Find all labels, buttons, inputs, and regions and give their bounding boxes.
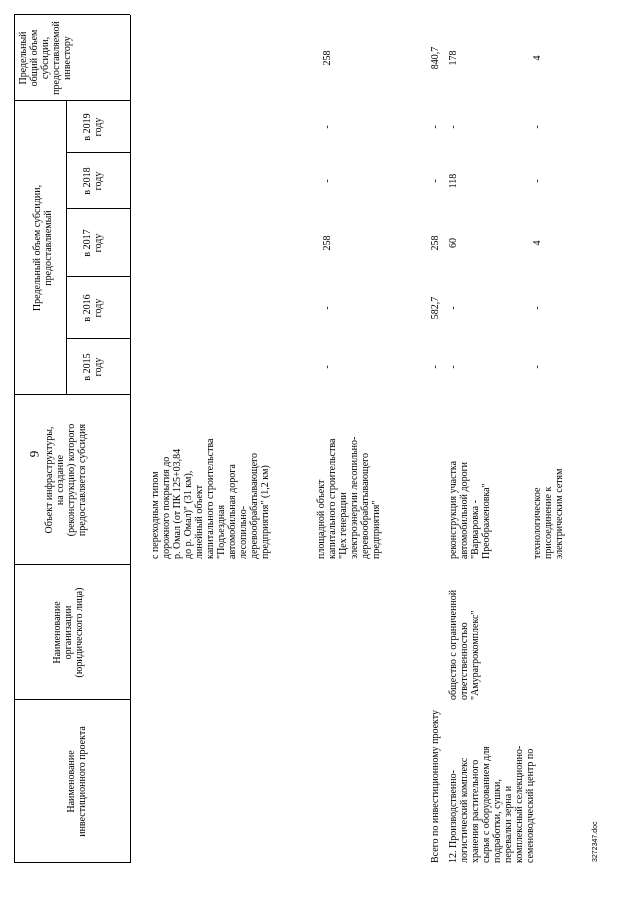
year-2016-header: в 2016 — [82, 294, 93, 322]
infrastructure-object-header: на создание — [55, 454, 66, 506]
subsidy-value-2016: - — [322, 306, 333, 310]
infrastructure-object-text: присоединение к — [543, 486, 554, 559]
subsidy-value-2019: - — [448, 125, 459, 129]
project-name-header: Наименование — [66, 750, 77, 813]
organization-header: Наименование — [52, 601, 63, 664]
organization-name-text: "Амурагрокомплекс" — [470, 610, 481, 700]
annual-subsidy-header: Предельный объем субсидии, — [32, 184, 43, 312]
total-subsidy-header: предоставляемой — [51, 21, 62, 95]
project-name-text: семеноводческий центр по — [525, 748, 536, 863]
subsidy-value-total: 258 — [322, 50, 333, 66]
infrastructure-object-text: предприятия" — [371, 500, 382, 559]
subsidy-value-2015: - — [448, 365, 459, 369]
total-subsidy-header: субсидии, — [40, 36, 51, 80]
infrastructure-object-text: дорожного покрытия до — [161, 456, 172, 559]
infrastructure-object-text: до р. Омал)" (31 км), — [183, 470, 194, 559]
infrastructure-object-text: предприятия" (1,2 км) — [260, 465, 271, 559]
subsidy-value-2016: - — [448, 306, 459, 310]
infrastructure-object-text: капитального строительства — [205, 438, 216, 559]
total-subsidy-header: инвестору — [62, 36, 73, 80]
subsidy-value-2017: 258 — [430, 235, 441, 251]
subsidy-value-2018: - — [430, 179, 441, 183]
infrastructure-object-header: предоставляется субсидия — [77, 423, 88, 537]
infrastructure-object-text: технологическое — [532, 487, 543, 559]
infrastructure-object-text: реконструкция участка — [448, 460, 459, 559]
subsidy-value-total: 840,7 — [430, 46, 441, 70]
year-2018-header: в 2018 — [82, 167, 93, 195]
subsidy-value-2016: 582,7 — [430, 296, 441, 320]
subsidy-value-2015: - — [322, 365, 333, 369]
subsidy-value-2016: - — [532, 306, 543, 310]
infrastructure-object-text: автомобильной дороги — [459, 461, 470, 559]
subsidy-value-2015: - — [430, 365, 441, 369]
year-2016-header: году — [93, 298, 104, 318]
organization-header: организации — [63, 605, 74, 660]
header-bottom-line — [130, 15, 131, 863]
organization-header: (юридического лица) — [74, 587, 85, 678]
infrastructure-object-header: (реконструкцию) которого — [66, 423, 77, 537]
subsidy-value-2018: 118 — [448, 173, 459, 189]
infrastructure-object-text: "Подъездная — [216, 504, 227, 559]
subsidy-value-2017: 60 — [448, 238, 459, 248]
project-name-text: логистический комплекс — [459, 757, 470, 863]
project-name-text: сырья с оборудованием для — [481, 746, 492, 863]
infrastructure-object-text: Преображеновка" — [481, 483, 492, 559]
infrastructure-object-text: "Варваровка - — [470, 500, 481, 559]
total-subsidy-header: Предельный — [18, 31, 29, 85]
project-name-text: перевалки зерна и — [503, 785, 514, 863]
infrastructure-object-text: капитального строительства — [327, 438, 338, 559]
infrastructure-object-text: с переходным типом — [150, 471, 161, 559]
year-2017-header: году — [93, 233, 104, 253]
subsidy-value-2015: - — [532, 365, 543, 369]
infrastructure-object-text: автомобильная дорога — [227, 464, 238, 559]
infrastructure-object-text: лесопильно- — [238, 505, 249, 559]
subsidy-value-2018: - — [322, 179, 333, 183]
year-2015-header: в 2015 — [82, 353, 93, 381]
subsidy-value-2019: - — [532, 125, 543, 129]
project-name-header: инвестиционного проекта — [77, 726, 88, 837]
project-name-text: комплексный селекционно- — [514, 745, 525, 863]
project-name-text: хранения растительного — [470, 759, 481, 863]
year-2018-header: году — [93, 171, 104, 191]
page-number: 9 — [26, 450, 42, 458]
subsidy-value-2017: 4 — [532, 240, 543, 246]
subsidy-value-total: 178 — [448, 50, 459, 66]
infrastructure-object-text: р. Омал (от ПК 125+03,84 — [172, 448, 183, 559]
project-name-text: подработки, сушки, — [492, 779, 503, 863]
subsidy-value-2018: - — [532, 179, 543, 183]
table-top-line — [14, 15, 15, 863]
year-2015-header: году — [93, 357, 104, 377]
infrastructure-object-header: Объект инфраструктуры, — [44, 426, 55, 534]
organization-name-text: ответственностью — [459, 622, 470, 700]
infrastructure-object-text: "Цех генерации — [338, 492, 349, 559]
infrastructure-object-text: деревообрабатывающего — [360, 453, 371, 559]
project-total-label: Всего по инвестиционному проекту — [430, 709, 441, 863]
subsidy-value-2019: - — [322, 125, 333, 129]
subsidy-value-2017: 258 — [322, 235, 333, 251]
organization-name-text: общество с ограниченной — [448, 589, 459, 700]
infrastructure-object-text: деревообрабатывающего — [249, 453, 260, 559]
project-name-text: 12. Производственно- — [448, 770, 459, 863]
document-code: 3272347.doc — [592, 821, 599, 862]
infrastructure-object-text: линейный объект — [194, 485, 205, 559]
subsidy-value-2019: - — [430, 125, 441, 129]
total-subsidy-header: общий объем — [29, 29, 40, 87]
year-2019-header: в 2019 — [82, 113, 93, 141]
year-2017-header: в 2017 — [82, 229, 93, 257]
subsidy-value-total: 4 — [532, 55, 543, 61]
annual-subsidy-header: предоставляемый — [43, 210, 54, 286]
infrastructure-object-text: электроэнергии лесопильно- — [349, 436, 360, 559]
group-header-divider — [66, 101, 67, 395]
infrastructure-object-text: электрическим сетям — [554, 468, 565, 559]
year-2019-header: году — [93, 117, 104, 137]
infrastructure-object-text: площадной объект — [316, 479, 327, 559]
